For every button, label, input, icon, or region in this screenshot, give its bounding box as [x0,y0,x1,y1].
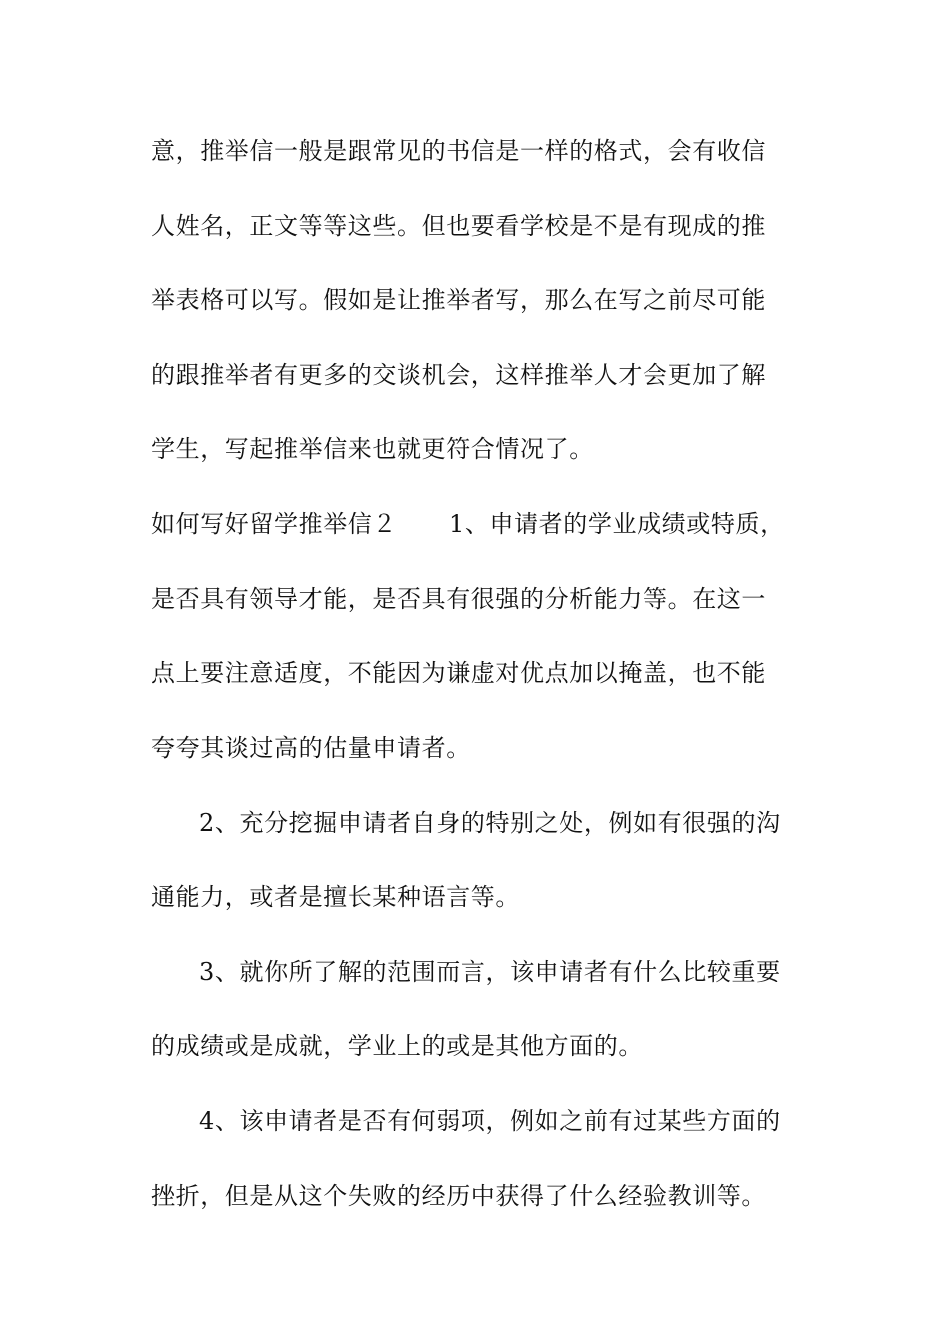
text-line: 4、该申请者是否有何弱项，例如之前有过某些方面的 [199,1107,781,1135]
text-line: 的跟推举者有更多的交谈机会，这样推举人才会更加了解 [151,361,766,389]
text-line: 点上要注意适度，不能因为谦虚对优点加以掩盖，也不能 [151,659,766,687]
text-line: 是否具有领导才能，是否具有很强的分析能力等。在这一 [151,585,766,613]
heading-continuation: 1、申请者的学业成绩或特质， [449,510,785,538]
text-line: 通能力，或者是擅长某种语言等。 [151,883,520,911]
text-line: 3、就你所了解的范围而言，该申请者有什么比较重要 [199,958,781,986]
text-line: 夸夸其谈过高的估量申请者。 [151,734,471,762]
section-heading: 如何写好留学推举信２ [151,510,397,538]
text-line: 的成绩或是成就，学业上的或是其他方面的。 [151,1032,643,1060]
text-line: 学生，写起推举信来也就更符合情况了。 [151,435,594,463]
section-heading-line [151,509,811,539]
text-line: 意，推举信一般是跟常见的书信是一样的格式，会有收信 [151,137,766,165]
text-line: 挫折，但是从这个失败的经历中获得了什么经验教训等。 [151,1182,766,1210]
text-line: 举表格可以写。假如是让推举者写，那么在写之前尽可能 [151,286,766,314]
text-line: 人姓名，正文等等这些。但也要看学校是不是有现成的推 [151,212,766,240]
text-line: 2、充分挖掘申请者自身的特别之处，例如有很强的沟 [199,809,781,837]
